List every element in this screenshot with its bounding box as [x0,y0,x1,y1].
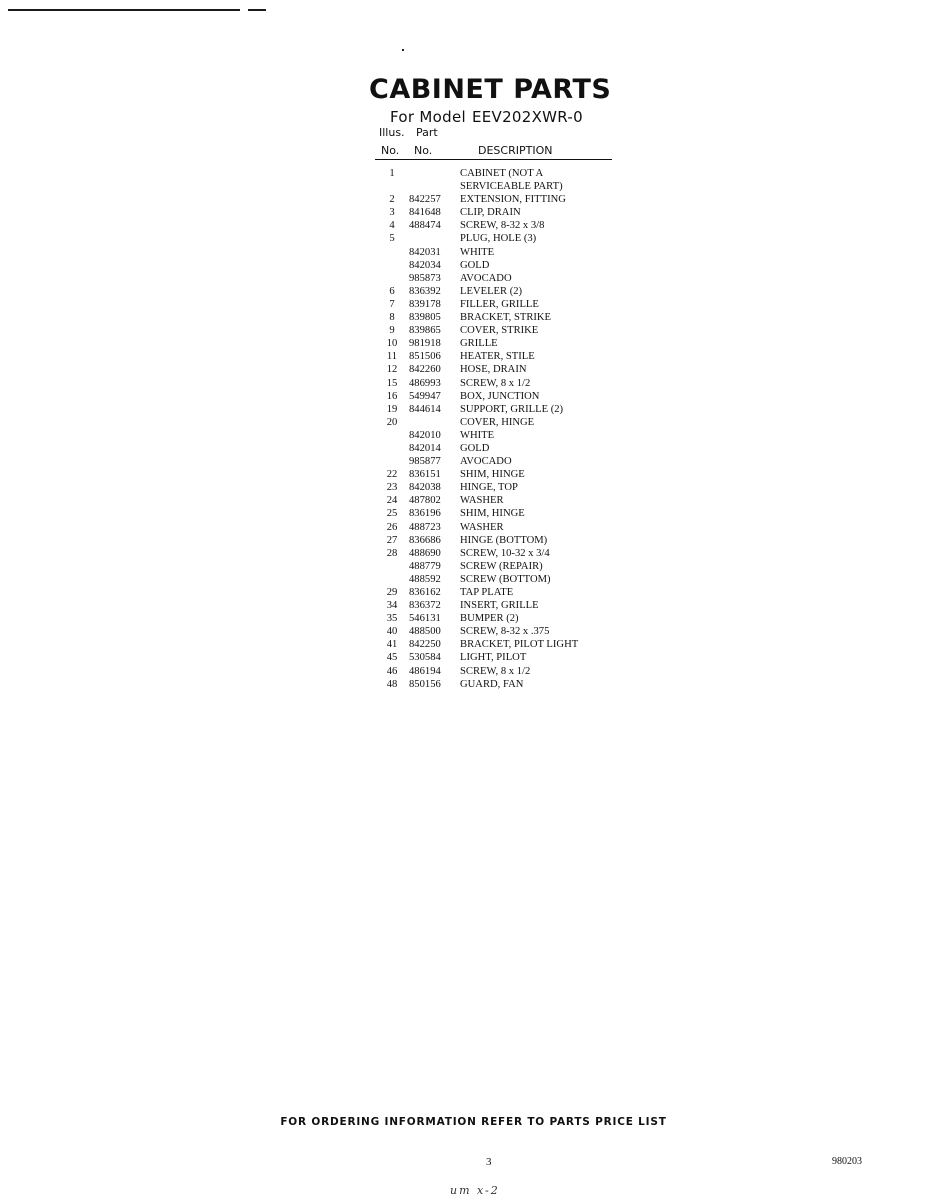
description-cell: PLUG, HOLE (3) [460,233,537,245]
illus-no-cell: 28 [386,547,398,559]
parts-row [378,481,618,494]
part-no-cell: 836392 [409,285,441,297]
description-cell: SCREW (REPAIR) [460,560,543,572]
part-no-cell: 546131 [409,613,441,625]
parts-row [378,573,618,586]
illus-no-cell: 10 [386,338,398,350]
part-no-cell: 488779 [409,560,441,572]
parts-row [378,180,618,193]
description-cell: SUPPORT, GRILLE (2) [460,403,564,415]
description-cell: BUMPER (2) [460,613,519,625]
illus-no-cell: 25 [386,508,398,520]
parts-row [378,494,618,507]
description-cell: SCREW, 8-32 x 3/8 [460,220,545,232]
part-no-cell: 850156 [409,678,441,690]
illus-no-cell: 46 [386,665,398,677]
parts-row [378,560,618,573]
description-cell: GUARD, FAN [460,678,524,690]
part-no-cell: 488474 [409,220,441,232]
description-cell: GOLD [460,259,490,271]
illus-no-cell: 15 [386,377,398,389]
parts-row [378,455,618,468]
illus-no-cell: 16 [386,390,398,402]
description-cell: LIGHT, PILOT [460,652,527,664]
description-cell: INSERT, GRILLE [460,600,539,612]
illus-no-cell: 8 [389,312,395,324]
parts-row [378,285,618,298]
description-cell: SHIM, HINGE [460,469,525,481]
description-cell: WASHER [460,495,504,507]
part-no-cell: 842034 [409,259,441,271]
description-cell: SCREW, 8-32 x .375 [460,626,550,638]
parts-row [378,429,618,442]
parts-row [378,612,618,625]
parts-row [378,521,618,534]
parts-row [378,638,618,651]
part-no-cell: 985877 [409,456,441,468]
illus-no-cell: 19 [386,403,398,415]
description-cell: AVOCADO [460,456,512,468]
parts-row [378,350,618,363]
parts-row [378,206,618,219]
description-cell: WHITE [460,246,495,258]
illus-no-cell: 2 [389,194,395,206]
description-cell: HINGE (BOTTOM) [460,534,548,546]
description-cell: HEATER, STILE [460,351,535,363]
parts-row [378,363,618,376]
parts-row [378,298,618,311]
parts-row [378,678,618,691]
parts-row [378,625,618,638]
parts-row [378,311,618,324]
part-no-cell: 985873 [409,272,441,284]
illus-no-cell: 11 [386,351,398,363]
part-no-cell: 836372 [409,600,441,612]
illus-no-cell: 9 [389,325,395,337]
parts-row [378,416,618,429]
description-cell: COVER, STRIKE [460,325,539,337]
parts-list [378,167,618,691]
illus-no-cell: 29 [386,587,398,598]
illus-no-cell: 22 [386,469,398,481]
part-no-cell: 486194 [409,665,441,677]
description-cell: FILLER, GRILLE [460,298,539,310]
part-no-cell: 839178 [409,298,441,310]
part-no-cell: 842010 [409,429,441,441]
description-cell: HINGE, TOP [460,482,518,494]
parts-row [378,547,618,560]
illus-no-cell: 3 [389,207,395,219]
illus-no-cell: 24 [386,495,398,507]
part-no-cell: 836686 [409,534,441,546]
description-cell: TAP PLATE [460,587,514,598]
parts-row [378,259,618,272]
description-cell: SCREW, 10-32 x 3/4 [460,547,550,559]
part-no-cell: 842038 [409,482,441,494]
col-part-no: No. [414,144,433,157]
description-cell: BRACKET, PILOT LIGHT [460,639,579,651]
description-cell: GRILLE [460,338,498,350]
scan-speck [402,49,404,51]
part-no-cell: 530584 [409,652,441,664]
description-cell: SCREW, 8 x 1/2 [460,377,531,389]
illus-no-cell: 26 [386,521,398,533]
illus-no-cell: 48 [386,678,398,690]
illus-no-cell: 12 [386,364,398,376]
illus-no-cell: 45 [386,652,398,664]
part-no-cell: 841648 [409,207,441,219]
part-no-cell: 844614 [409,403,441,415]
model-line [390,108,583,126]
illus-no-cell: 34 [386,600,398,612]
parts-row [378,232,618,245]
parts-row [378,193,618,206]
part-no-cell: 839805 [409,312,441,324]
part-no-cell: 836196 [409,508,441,520]
illus-no-cell: 40 [386,626,398,638]
page-title: CABINET PARTS [369,74,612,105]
illus-no-cell: 35 [386,613,398,625]
description-cell: COVER, HINGE [460,416,535,428]
parts-row [378,324,618,337]
part-no-cell: 488500 [409,626,441,638]
col-illus-no: No. [381,144,400,157]
description-cell: SCREW (BOTTOM) [460,573,551,585]
description-cell: GOLD [460,442,490,454]
illus-no-cell: 20 [386,416,398,428]
part-no-cell: 488690 [409,547,441,559]
parts-row [378,219,618,232]
description-cell: CLIP, DRAIN [460,207,521,219]
description-cell: CABINET (NOT A [460,168,544,179]
document-number: 980203 [832,1156,862,1167]
part-no-cell: 549947 [409,390,441,402]
parts-row [378,377,618,390]
description-cell: SERVICEABLE PART) [460,181,563,193]
description-cell: BRACKET, STRIKE [460,312,552,324]
scan-artifact-line [8,9,240,11]
parts-row [378,599,618,612]
part-no-cell: 486993 [409,377,441,389]
part-no-cell: 488723 [409,521,441,533]
part-no-cell: 842250 [409,639,441,651]
part-no-cell: 836151 [409,469,441,481]
description-cell: LEVELER (2) [460,285,523,297]
description-cell: WASHER [460,521,504,533]
parts-row [378,337,618,350]
parts-row [378,507,618,520]
illus-no-cell: 27 [386,534,398,546]
header-rule [375,159,612,160]
illus-no-cell: 4 [389,220,395,232]
illus-no-cell: 5 [389,233,395,245]
illus-no-cell: 1 [389,168,395,179]
handwritten-note: um x-2 [450,1184,500,1197]
part-no-cell: 842257 [409,194,441,206]
description-cell: WHITE [460,429,495,441]
parts-row [378,403,618,416]
illus-no-cell: 7 [389,298,395,310]
part-no-cell: 842031 [409,246,441,258]
description-cell: EXTENSION, FITTING [460,194,566,206]
illus-no-cell: 41 [386,639,398,651]
description-cell: HOSE, DRAIN [460,364,527,376]
part-no-cell: 839865 [409,325,441,337]
parts-row [378,665,618,678]
col-illus-label: Illus. [379,126,405,139]
scan-artifact-line [248,9,266,11]
part-no-cell: 981918 [409,338,441,350]
description-cell: SCREW, 8 x 1/2 [460,665,531,677]
illus-no-cell: 23 [386,482,398,494]
part-no-cell: 836162 [409,587,441,598]
parts-row [378,246,618,259]
model-prefix: For Model [390,108,466,126]
part-no-cell: 842260 [409,364,441,376]
model-number: EEV202XWR-0 [471,108,583,126]
part-no-cell: 842014 [409,442,441,454]
parts-row [378,442,618,455]
col-description: DESCRIPTION [478,144,553,157]
description-cell: BOX, JUNCTION [460,390,540,402]
col-part-label: Part [416,126,438,139]
part-no-cell: 851506 [409,351,441,363]
description-cell: AVOCADO [460,272,512,284]
parts-row [378,468,618,481]
illus-no-cell: 6 [389,285,395,297]
description-cell: SHIM, HINGE [460,508,525,520]
parts-row [378,272,618,285]
page-number: 3 [486,1156,492,1168]
parts-row [378,586,618,599]
parts-row [378,651,618,664]
part-no-cell: 487802 [409,495,441,507]
parts-row [378,390,618,403]
ordering-note: FOR ORDERING INFORMATION REFER TO PARTS PRICE LIST [280,1116,667,1128]
part-no-cell: 488592 [409,573,441,585]
parts-row [378,534,618,547]
parts-row [378,167,618,180]
